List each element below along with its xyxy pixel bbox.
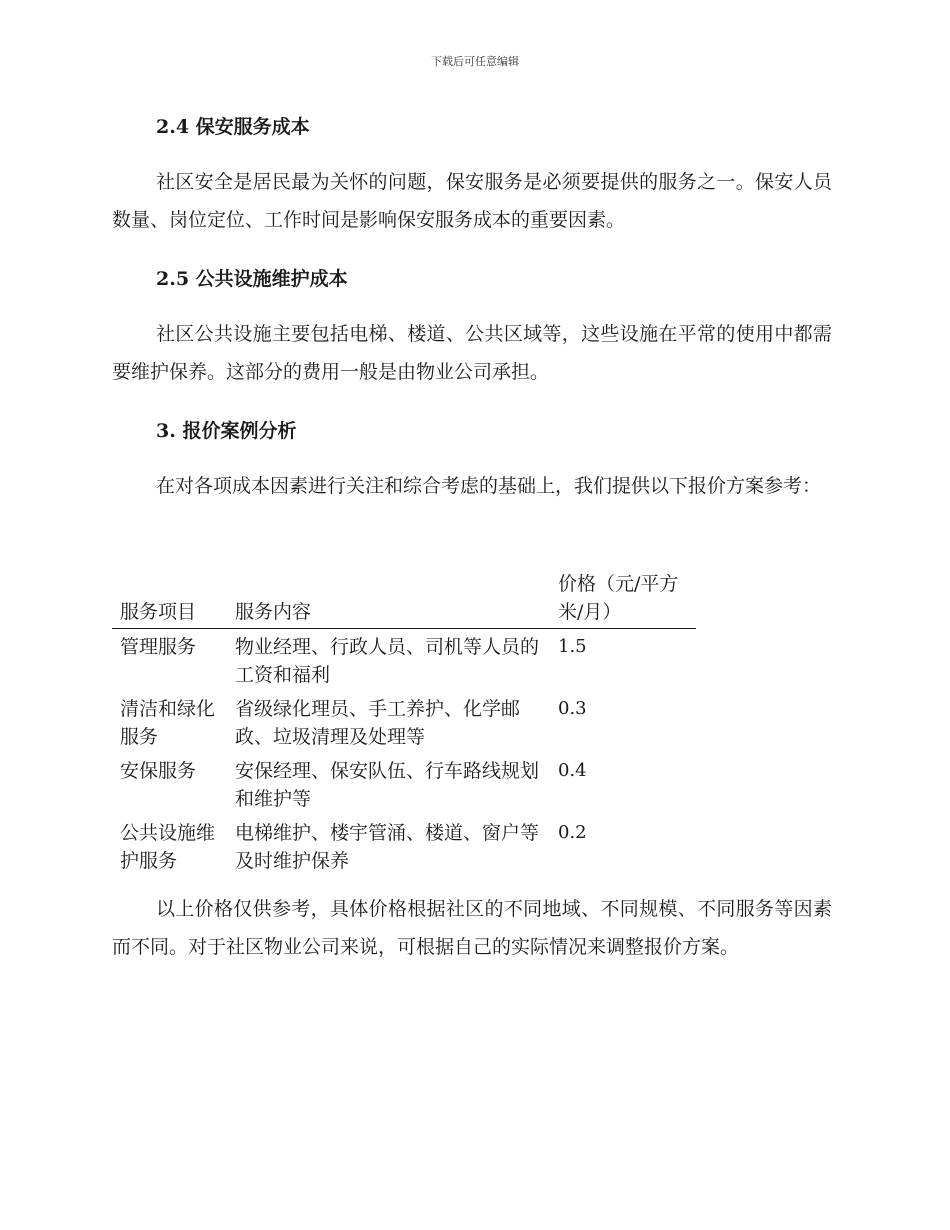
price-cell: 1.5: [558, 636, 587, 657]
service-item-cell: 清洁和绿化服务: [120, 698, 216, 748]
price-cell: 0.2: [558, 822, 587, 843]
table-row: [112, 629, 696, 692]
price-cell: 0.3: [558, 698, 587, 719]
price-cell: 0.4: [558, 760, 587, 781]
service-content-cell: 省级绿化理员、手工养护、化学邮政、垃圾清理及处理等: [235, 698, 521, 748]
section-heading-quote-analysis: 3. 报价案例分析: [156, 420, 297, 442]
paragraph-quote-intro: 在对各项成本因素进行关注和综合考虑的基础上，我们提供以下报价方案参考：: [156, 475, 822, 497]
section-heading-security-cost: 2.4 保安服务成本: [156, 116, 310, 138]
column-header-price: 价格（元/平方米/月）: [550, 566, 696, 629]
service-content-cell: 安保经理、保安队伍、行车路线规划和维护等: [235, 760, 540, 810]
column-header-service-item: 服务项目: [112, 566, 227, 629]
section-heading-facility-cost: 2.5 公共设施维护成本: [156, 268, 348, 290]
service-item-cell: 公共设施维护服务: [120, 822, 216, 872]
table-header-row: [112, 566, 696, 629]
column-header-service-content: 服务内容: [227, 566, 550, 629]
table-row: [112, 753, 696, 815]
table-row: [112, 691, 696, 753]
paragraph-security-cost: 社区安全是居民最为关怀的问题，保安服务是必须要提供的服务之一。保安人员数量、岗位定位、工作时间是影响保安服务成本的重要因素。: [112, 171, 832, 231]
service-item-cell: 管理服务: [120, 636, 197, 658]
price-table: [112, 566, 696, 877]
table-row: [112, 815, 696, 877]
paragraph-closing: 以上价格仅供参考，具体价格根据社区的不同地域、不同规模、不同服务等因素而不同。对于社区物业公司来说，可根据自己的实际情况来调整报价方案。: [112, 898, 832, 958]
service-content-cell: 物业经理、行政人员、司机等人员的工资和福利: [235, 636, 540, 686]
paragraph-facility-cost: 社区公共设施主要包括电梯、楼道、公共区域等，这些设施在平常的使用中都需要维护保养。这部分的费用一般是由物业公司承担。: [112, 323, 832, 383]
service-content-cell: 电梯维护、楼宇管涌、楼道、窗户等及时维护保养: [235, 822, 540, 872]
page-header-note: 下载后可任意编辑: [431, 55, 519, 68]
service-item-cell: 安保服务: [120, 760, 197, 782]
